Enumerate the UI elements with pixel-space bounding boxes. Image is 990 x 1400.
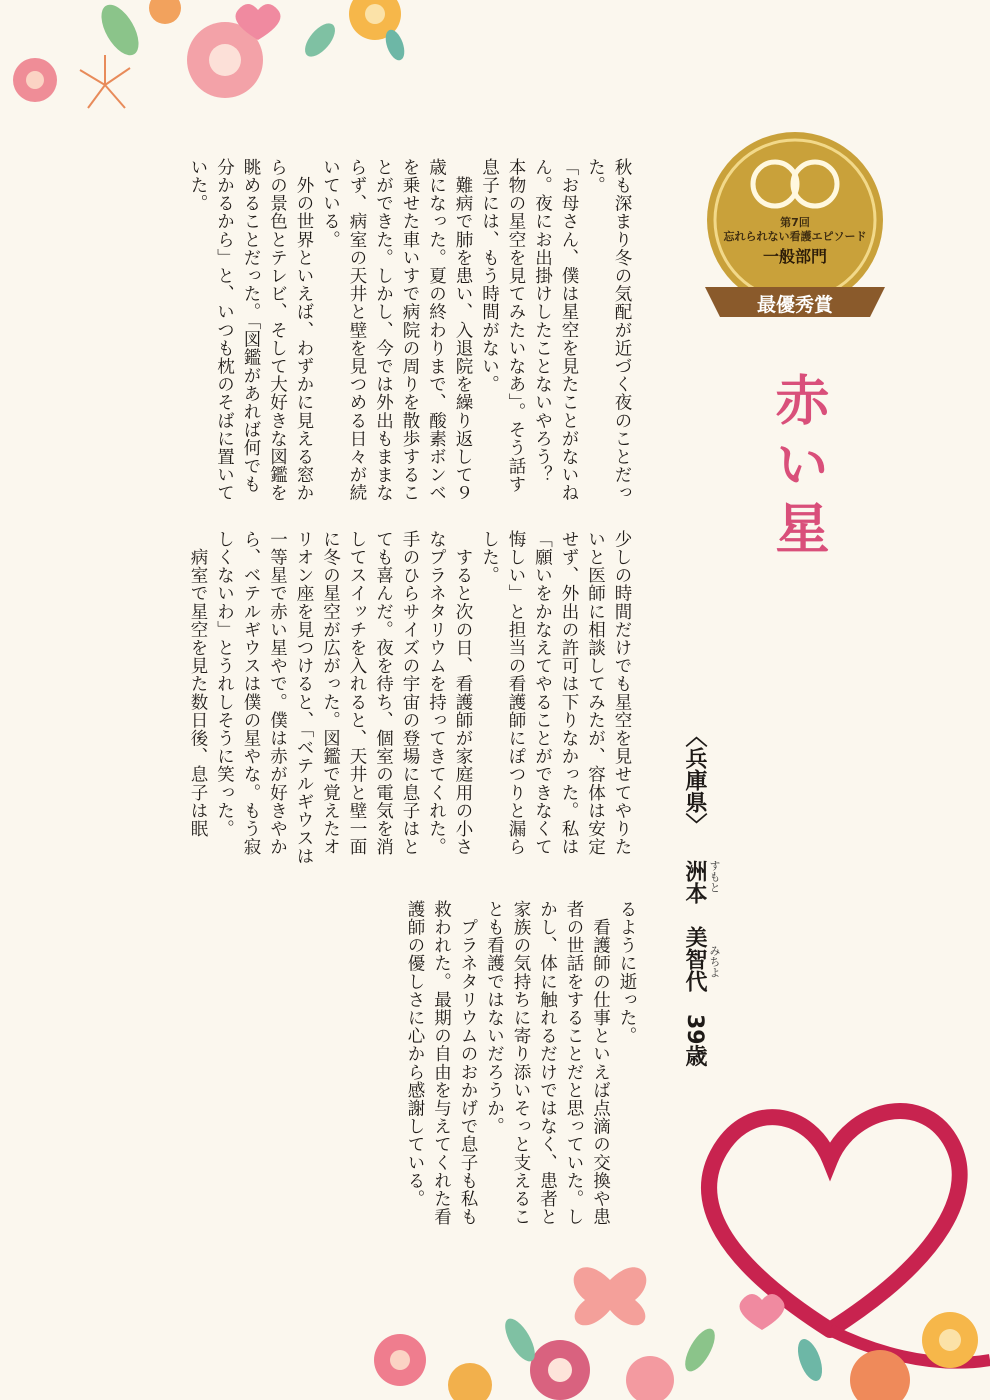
flower-icon xyxy=(149,0,181,24)
author-name: 洲本 美智代 39歳 xyxy=(682,860,707,1067)
top-flowers-decoration xyxy=(0,0,990,140)
author-ruby-surname: すもと xyxy=(708,860,721,893)
badge-edition: 第7回 xyxy=(780,216,810,229)
dandelion-icon xyxy=(80,55,130,108)
author-ruby-given: みちよ xyxy=(708,945,721,978)
bottom-flowers-decoration xyxy=(0,1240,990,1400)
story-title: 赤い星 xyxy=(767,372,830,564)
heart-icon xyxy=(740,1294,785,1330)
badge-award: 最優秀賞 xyxy=(756,294,833,316)
story-body-lower: 少しの時間だけでも星空を見せてやりたいと医師に相談してみたが、容体は安定せず、外出の許可は下りなかった。私は「願いをかなえてやることができなくて悔しい」と担当の看護師にぽつりと漏らした。 すると次の日、看護師が家庭用の小さなプラネタリウムを持ってきてくれた。手のひらサイズの宇宙の登場に息子はとても喜んだ。夜を待ち、個室の電気を消してスイッチを入れると、天井と壁一面に冬の星空が広がった。図鑑で覚えたオリオン座を見つけると、「ベテルギウスは一等星で赤い星やで。僕は赤が好きやから、ベテルギウスは僕の星やな。もう寂しくないわ」とうれしそうに笑った。 病室で星空を見た数日後、息子は眠 xyxy=(188,530,632,866)
story-body-upper: 秋も深まり冬の気配が近づく夜のことだった。 「お母さん、僕は星空を見たことがないねん。夜にお出掛けしたことないやろう？ 本物の星空を見てみたいなあ」。そう話す息子には、もう時間がない。 難病で肺を患い、入退院を繰り返して９歳になった。夏の終わりまで、酸素ボンベを乗せた車いすで病院の周りを散歩することができた。しかし、今では外出もままならず、病室の天井と壁を見つめる日々が続いている。 外の世界といえば、わずかに見える窓からの景色とテレビ、そして大好きな図鑑を眺めることだった。「図鑑があれば何でも分かるから」と、いつも枕のそばに置いていた。 xyxy=(188,158,632,502)
author-prefecture: 〈兵庫県〉 xyxy=(682,725,707,835)
story-body-final: るように逝った。 看護師の仕事といえば点滴の交換や患者の世話をすることだと思っていた。しかし、体に触れるだけではなく、患者と家族の気持ちに寄り添いそっと支えることも看護ではないだろうか。 プラネタリウムのおかげで息子も私も救われた。最期の自由を与えてくれた看護師の優しさに心から感謝している。 xyxy=(405,900,637,1226)
flower-icon xyxy=(13,58,57,102)
award-badge xyxy=(700,122,890,342)
butterfly-icon xyxy=(574,1267,647,1325)
badge-category: 一般部門 xyxy=(762,247,827,266)
badge-contest: 忘れられない看護エピソード xyxy=(723,230,867,243)
flower-icon xyxy=(374,1312,978,1400)
